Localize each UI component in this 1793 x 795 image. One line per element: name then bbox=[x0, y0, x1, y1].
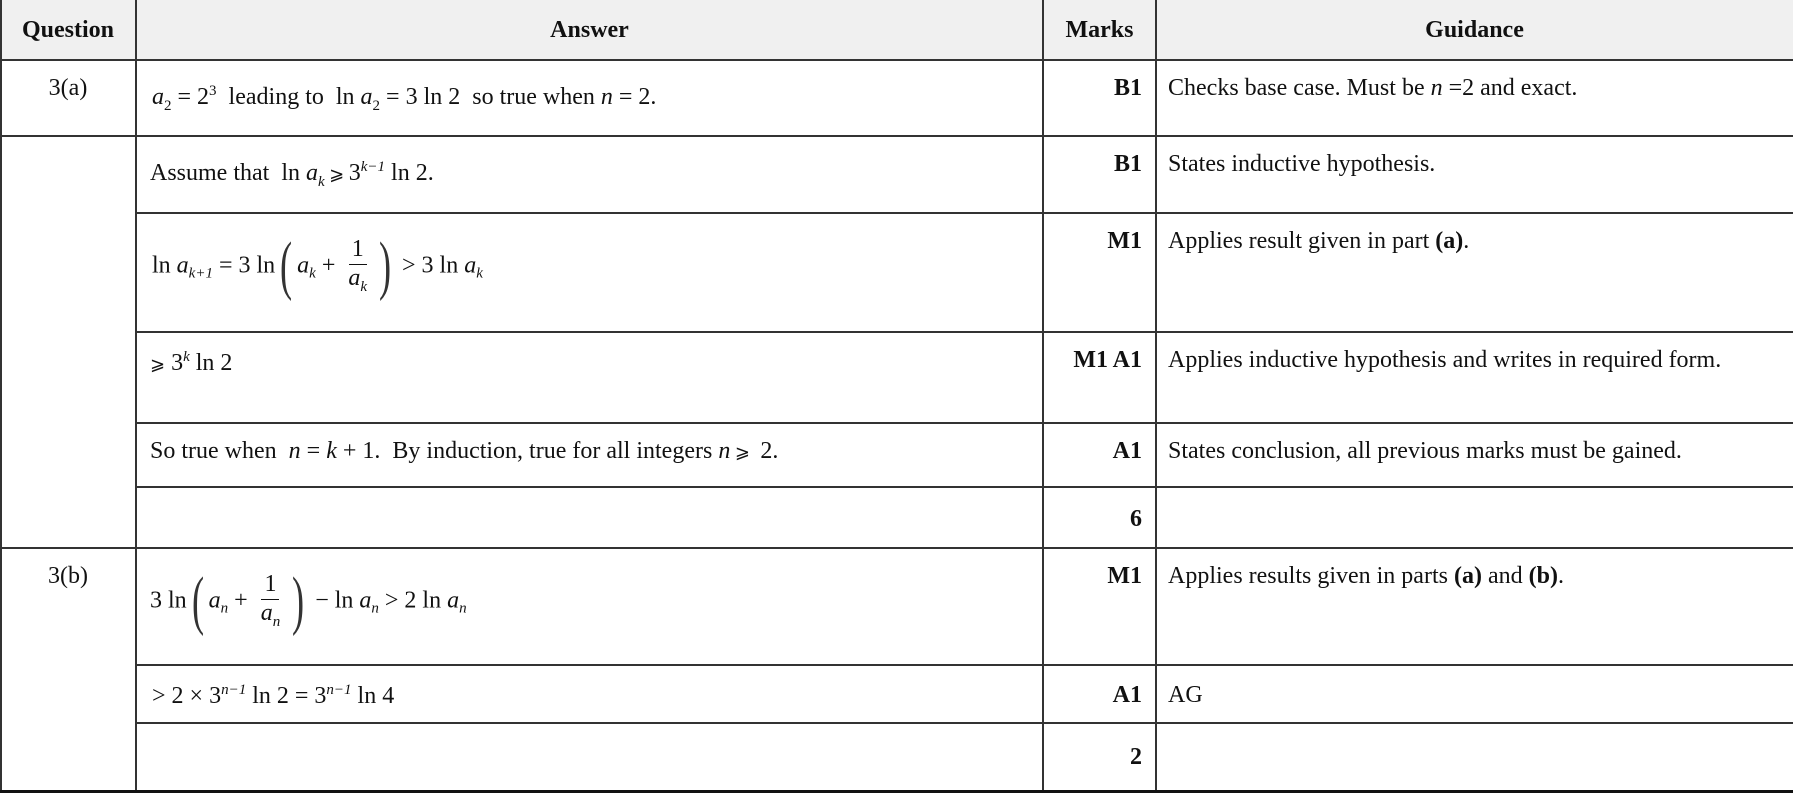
question-label: 3(a) bbox=[48, 75, 88, 101]
close-paren: ) bbox=[292, 564, 305, 637]
math-sup: n−1 bbox=[326, 682, 352, 698]
geq-symbol: ⩾ bbox=[730, 442, 755, 462]
marks-cell: B1 bbox=[1113, 75, 1142, 101]
math-text: > 2 × 3 bbox=[152, 683, 222, 709]
math-var: a bbox=[306, 160, 318, 186]
marks-cell: M1 A1 bbox=[1073, 347, 1142, 373]
row-divider bbox=[136, 212, 1793, 214]
guidance-cell: States inductive hypothesis. bbox=[1168, 151, 1436, 177]
math-text: = 3 ln 2 so true when bbox=[380, 84, 601, 110]
answer-cell bbox=[136, 548, 1043, 665]
math-text: + bbox=[315, 252, 342, 279]
question-label: 3(b) bbox=[48, 563, 88, 589]
math-text: ln bbox=[152, 252, 177, 279]
math-var: k bbox=[326, 438, 337, 464]
header-question: Question bbox=[0, 0, 136, 60]
math-sub: n bbox=[272, 613, 281, 630]
fraction bbox=[345, 236, 370, 296]
marks-cell: A1 bbox=[1112, 682, 1142, 708]
math-text: So true when bbox=[150, 438, 289, 464]
math-sub: n bbox=[459, 600, 467, 617]
math-var: a bbox=[176, 252, 189, 279]
header-marks: Marks bbox=[1043, 0, 1156, 60]
math-sub: k bbox=[309, 265, 316, 282]
math-var: a bbox=[464, 252, 477, 279]
math-sub: n bbox=[371, 600, 379, 617]
row-divider bbox=[136, 486, 1793, 488]
guidance-cell bbox=[1156, 213, 1793, 332]
math-var: a bbox=[360, 84, 373, 110]
guidance-cell: Applies inductive hypothesis and writes in required form. bbox=[1168, 347, 1722, 373]
guidance-text: =2 and exact. bbox=[1442, 75, 1578, 101]
math-text: − ln bbox=[309, 587, 360, 614]
math-var: a bbox=[359, 587, 372, 614]
guidance-text: and bbox=[1481, 563, 1529, 589]
part-reference: (b) bbox=[1528, 563, 1558, 589]
math-text: = 2 bbox=[171, 84, 210, 110]
row-divider bbox=[136, 722, 1793, 724]
marks-cell: B1 bbox=[1113, 151, 1142, 177]
math-text: Assume that ln bbox=[150, 160, 306, 186]
open-paren: ( bbox=[191, 564, 204, 637]
geq-symbol: ⩾ bbox=[150, 354, 166, 374]
math-text: > 2 ln bbox=[378, 587, 448, 614]
math-sub: k bbox=[318, 173, 325, 190]
row-divider bbox=[136, 331, 1793, 333]
math-var: a bbox=[260, 599, 273, 626]
math-text: ln 2 = 3 bbox=[246, 683, 327, 709]
math-sub: k bbox=[360, 278, 368, 295]
answer-cell bbox=[136, 423, 1043, 487]
table-border-bottom bbox=[0, 790, 1793, 793]
part-reference: (a) bbox=[1435, 228, 1464, 254]
row-divider bbox=[136, 422, 1793, 424]
open-paren: ( bbox=[280, 229, 293, 302]
column-divider bbox=[1155, 0, 1157, 792]
geq-symbol: ⩾ bbox=[324, 164, 349, 184]
math-var: a bbox=[152, 84, 164, 110]
guidance-cell: AG bbox=[1168, 682, 1203, 708]
math-text: = bbox=[300, 438, 327, 464]
fraction-numerator: 1 bbox=[261, 571, 279, 600]
math-text: ln 2. bbox=[385, 160, 434, 186]
answer-cell bbox=[136, 213, 1043, 332]
guidance-text: Checks base case. Must be bbox=[1168, 75, 1431, 101]
math-text: leading to ln bbox=[216, 84, 361, 110]
guidance-cell: States conclusion, all previous marks must be gained. bbox=[1168, 438, 1682, 464]
header-guidance: Guidance bbox=[1156, 0, 1793, 60]
math-var: n bbox=[1430, 75, 1443, 101]
close-paren: ) bbox=[378, 229, 392, 302]
math-var: n bbox=[600, 84, 613, 110]
fraction-numerator: 1 bbox=[349, 236, 367, 265]
guidance-cell bbox=[1156, 548, 1793, 665]
header-divider bbox=[0, 59, 1793, 61]
fraction-denominator bbox=[258, 600, 284, 631]
math-sup: k−1 bbox=[360, 159, 386, 175]
row-divider bbox=[0, 135, 1793, 137]
guidance-text: Applies results given in parts bbox=[1168, 563, 1454, 589]
math-text: ln 4 bbox=[351, 683, 395, 709]
fraction-denominator bbox=[345, 265, 370, 296]
marks-cell: M1 bbox=[1107, 228, 1142, 254]
row-divider bbox=[136, 664, 1793, 666]
answer-cell bbox=[136, 136, 1043, 213]
math-text: ln 2 bbox=[189, 350, 233, 376]
answer-cell bbox=[136, 332, 1043, 423]
math-sub: 2 bbox=[164, 97, 172, 114]
math-var: n bbox=[718, 438, 731, 464]
math-sup: n−1 bbox=[221, 682, 247, 698]
part-reference: (a) bbox=[1453, 563, 1482, 589]
header-answer: Answer bbox=[136, 0, 1043, 60]
guidance-cell bbox=[1156, 60, 1793, 136]
math-var: a bbox=[208, 587, 221, 614]
column-divider bbox=[1042, 0, 1044, 792]
fraction bbox=[258, 571, 284, 631]
math-var: a bbox=[348, 264, 361, 291]
marks-cell: M1 bbox=[1107, 563, 1142, 589]
answer-cell bbox=[136, 60, 1043, 136]
math-var: a bbox=[447, 587, 460, 614]
math-var: n bbox=[288, 438, 301, 464]
row-divider bbox=[0, 547, 1793, 549]
guidance-text: . bbox=[1557, 563, 1564, 589]
math-sub: k+1 bbox=[188, 265, 213, 282]
math-text: 3 bbox=[165, 350, 184, 376]
math-text: 3 ln bbox=[150, 587, 187, 614]
math-text: + bbox=[228, 587, 254, 614]
guidance-text: . bbox=[1463, 228, 1470, 254]
marks-cell: A1 bbox=[1112, 438, 1142, 464]
answer-cell bbox=[136, 665, 1043, 723]
math-text: = 3 ln bbox=[212, 252, 276, 279]
math-text: = 2. bbox=[612, 84, 657, 110]
total-marks: 6 bbox=[1130, 506, 1142, 532]
total-marks: 2 bbox=[1130, 744, 1142, 770]
guidance-text: Applies result given in part bbox=[1168, 228, 1436, 254]
table-border-left bbox=[0, 0, 2, 792]
math-text: > 3 ln bbox=[396, 252, 465, 279]
math-text: 2. bbox=[754, 438, 779, 464]
math-text: 3 bbox=[348, 160, 361, 186]
math-sub: 2 bbox=[372, 97, 381, 114]
math-sub: n bbox=[220, 600, 229, 617]
math-sup: k bbox=[183, 349, 190, 365]
math-var: a bbox=[297, 252, 310, 279]
math-sup: 3 bbox=[209, 83, 217, 99]
math-text: + 1. By induction, true for all integers bbox=[336, 438, 719, 464]
column-divider bbox=[135, 0, 137, 792]
math-sub: k bbox=[476, 265, 483, 282]
